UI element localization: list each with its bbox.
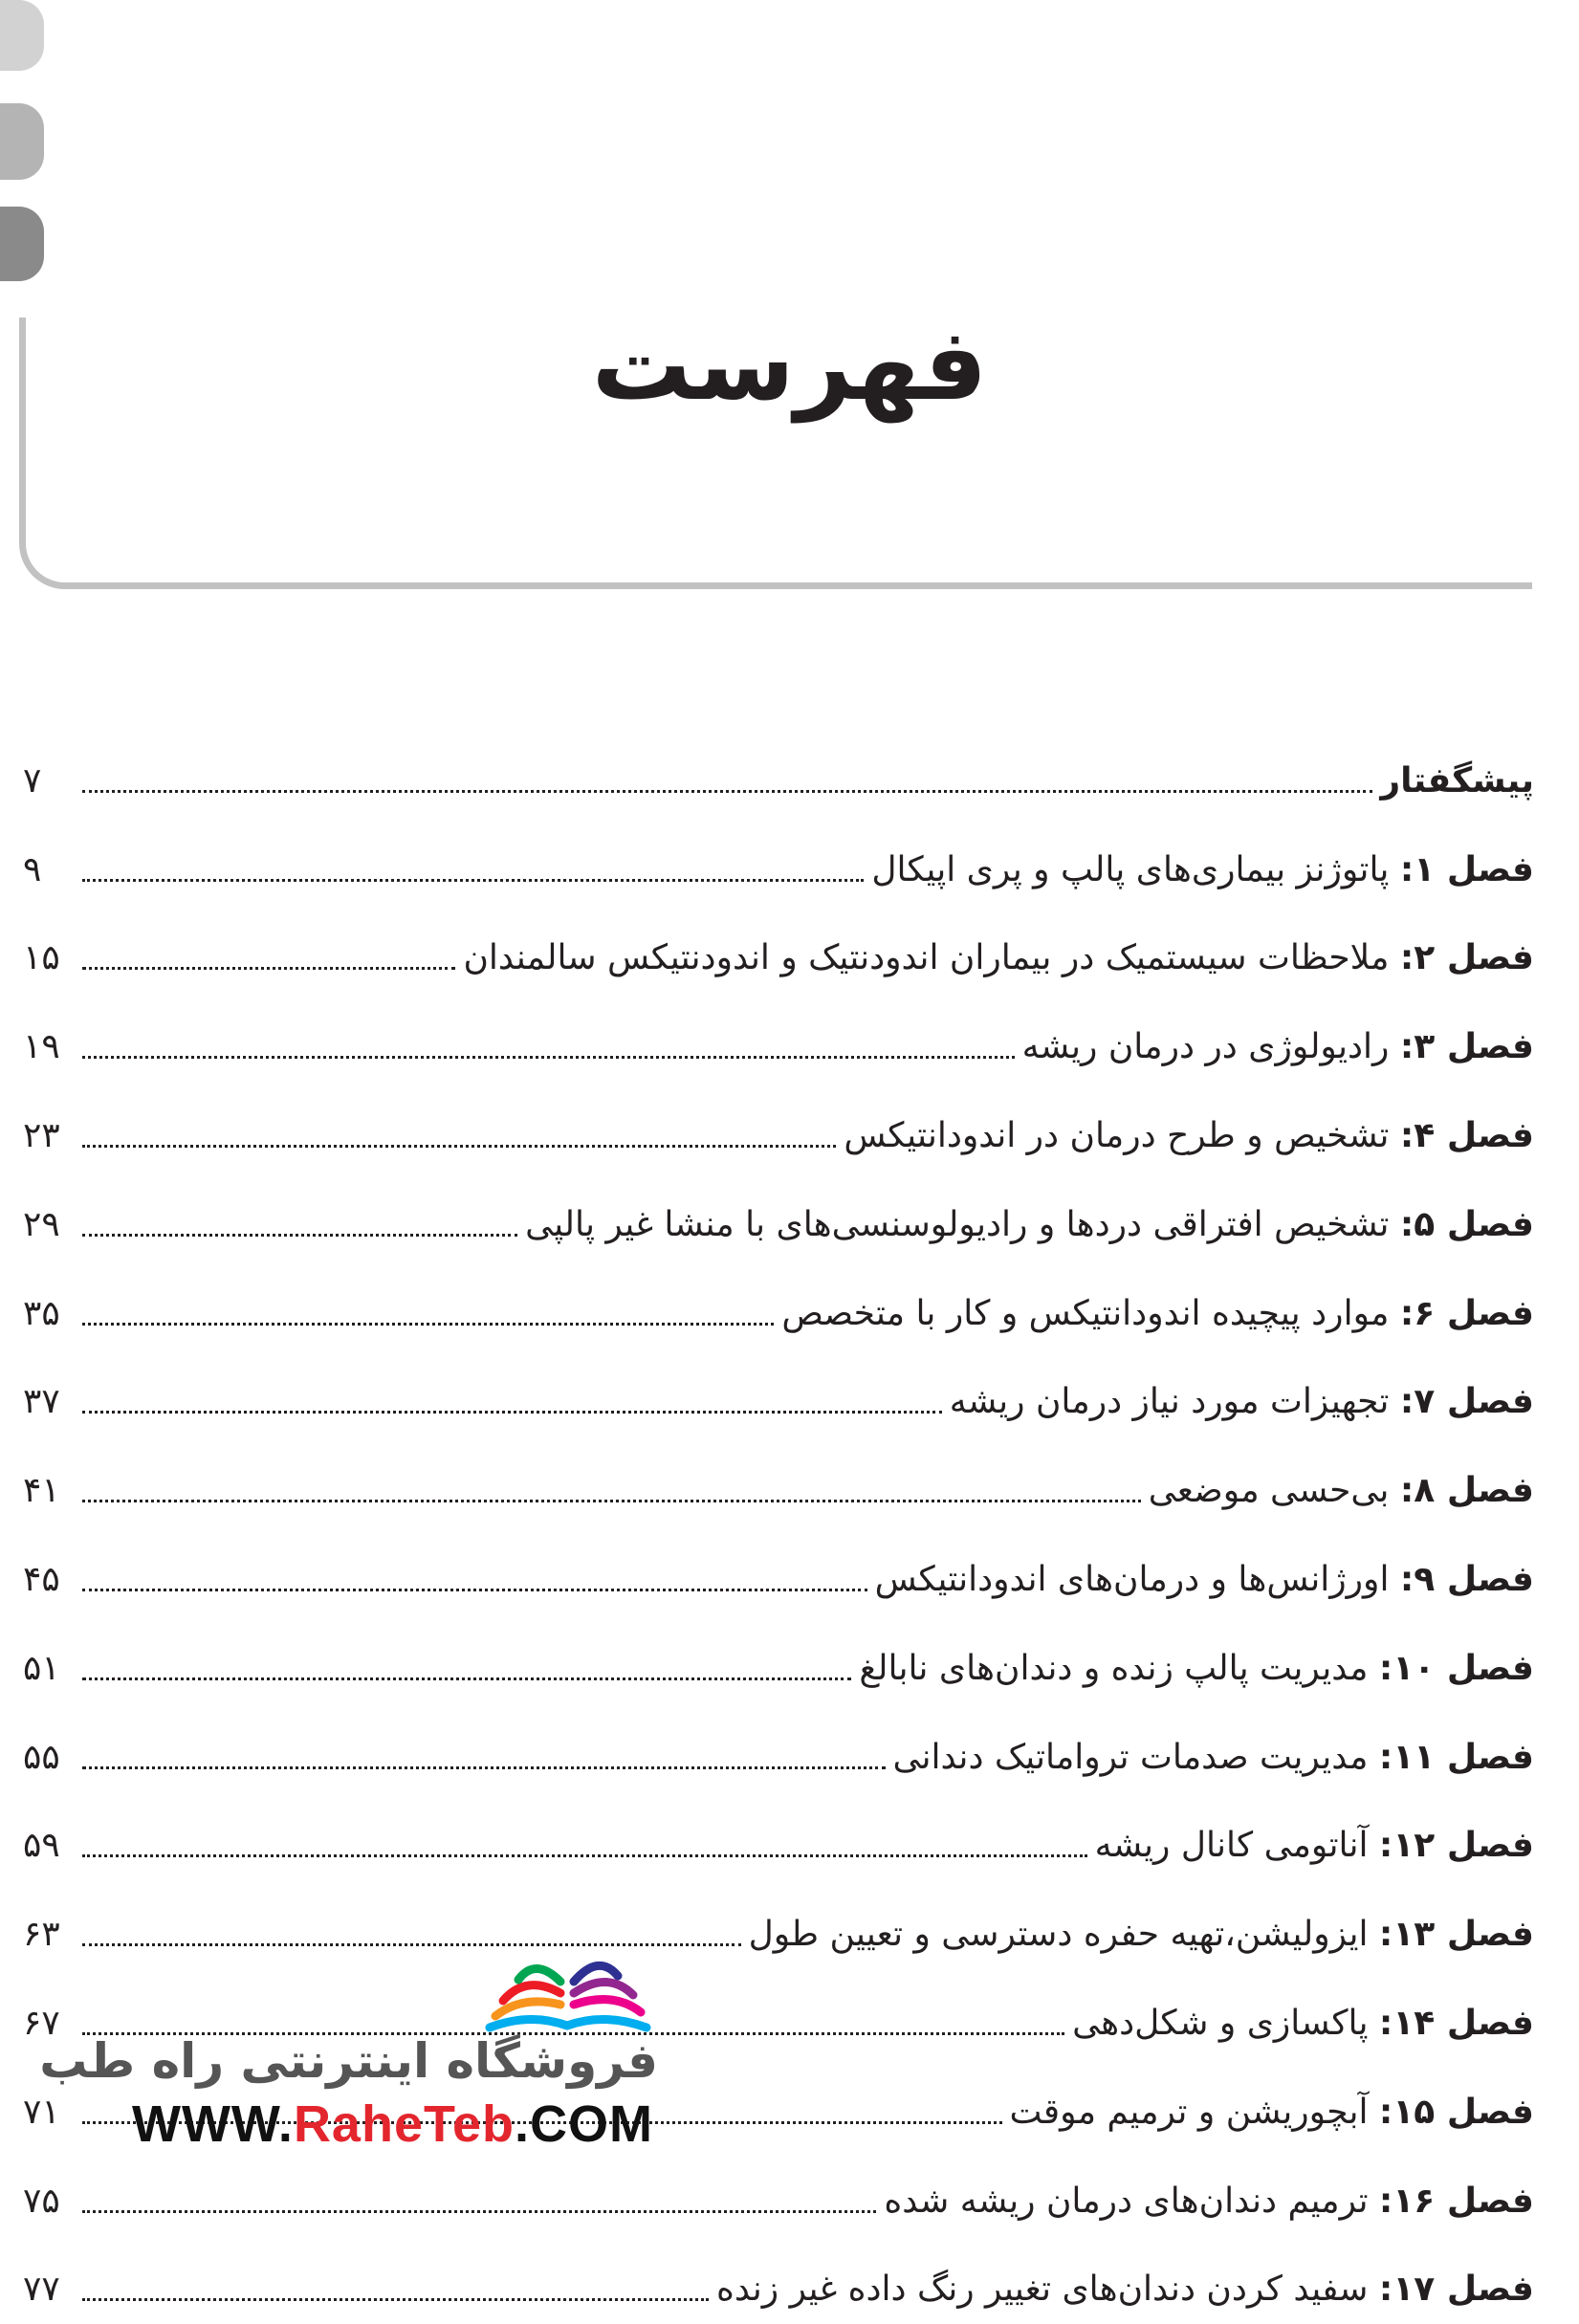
chapter-title: پاکسازی و شکل‌دهی [1072,2003,1379,2043]
dot-leader [82,1145,836,1148]
chapter-label: فصل ۱۰: [1378,1648,1534,1688]
url-suffix: .COM [514,2095,653,2153]
dot-leader [82,1854,1087,1857]
page-number: ۷۵ [23,2181,60,2221]
toc-row [23,1525,1534,1614]
chapter-label: فصل ۱۶: [1378,2181,1534,2221]
chapter-title: ترمیم دندان‌های درمان ریشه شده [884,2181,1379,2221]
dot-leader [82,1500,1141,1502]
page-number: ۷۷ [23,2269,60,2310]
dot-leader [82,879,864,882]
page-number: ۳۵ [23,1293,60,1333]
chapter-label: فصل ۱۲: [1378,1826,1534,1866]
toc-row [23,1703,1534,1792]
toc-row [23,1171,1534,1260]
page-number: ۷۱ [23,2092,60,2132]
chapter-title: پاتوژنز بیماری‌های پالپ و پری اپیکال [871,849,1400,889]
page-number: ۹ [23,849,42,889]
chapter-title: بی‌حسی موضعی [1148,1471,1400,1511]
toc-row [23,727,1534,816]
toc-entry [1010,2092,1534,2134]
page-number: ۵۱ [23,1648,60,1688]
chapter-title: ملاحظات سیستمیک در بیماران اندودنتیک و اندودنتیکس سالمندان [463,938,1400,978]
toc-row [23,993,1534,1082]
chapter-label: فصل ۱: [1399,849,1534,889]
dot-leader [82,1234,517,1237]
chapter-title: مدیریت صدمات ترواماتیک دندانی [892,1737,1379,1777]
chapter-label: فصل ۱۴: [1378,2003,1534,2043]
url-prefix: WWW. [132,2095,294,2153]
toc-row [23,1792,1534,1881]
url-brand: RaheTeb [293,2095,515,2153]
dot-leader [82,1323,774,1326]
chapter-title: آبچوریشن و ترمیم موقت [1009,2092,1379,2132]
chapter-title: تشخیص و طرح درمان در اندودانتیکس [844,1115,1400,1155]
toc-entry [1380,760,1534,802]
page-number: ۴۱ [23,1471,60,1511]
store-url [132,2094,653,2154]
chapter-label: پیشگفتار [1380,760,1534,800]
toc-row [23,1436,1534,1525]
toc-entry [950,1381,1534,1423]
chapter-label: فصل ۵: [1399,1204,1534,1244]
page-number: ۱۹ [23,1027,60,1067]
chapter-label: فصل ۹: [1399,1559,1534,1599]
page-number: ۲۳ [23,1115,60,1155]
toc-entry [1149,1470,1534,1512]
toc-entry [525,1204,1534,1246]
chapter-label: فصل ۷: [1399,1382,1534,1422]
page-number: ۶۳ [23,1915,60,1955]
chapter-label: فصل ۱۵: [1378,2092,1534,2132]
toc-entry [463,937,1534,979]
page-number: ۳۷ [23,1382,60,1422]
page-number: ۵۵ [23,1737,60,1777]
dot-leader [82,967,455,970]
toc-row [23,2236,1534,2324]
page-tab-dark [0,207,44,281]
chapter-title: رادیولوژی در درمان ریشه [1021,1027,1400,1067]
page-number: ۴۵ [23,1559,60,1599]
dot-leader [82,1411,942,1414]
toc-entry [893,1737,1535,1779]
toc-row [23,816,1534,905]
chapter-label: فصل ۳: [1399,1027,1534,1067]
book-rainbow-icon [476,1941,658,2037]
toc-entry [1022,1026,1534,1068]
chapter-label: فصل ۱۱: [1378,1737,1534,1777]
dot-leader [82,2210,876,2213]
chapter-label: فصل ۴: [1399,1115,1534,1155]
chapter-title: ایزولیشن،تهیه حفره دسترسی و تعیین طول [748,1915,1379,1955]
toc-entry [1095,1825,1534,1867]
page-number: ۶۷ [23,2003,60,2043]
chapter-title: آناتومی کانال ریشه [1094,1826,1379,1866]
toc-entry [859,1648,1534,1690]
dot-leader [82,1056,1015,1059]
chapter-title: تجهیزات مورد نیاز درمان ریشه [949,1382,1400,1422]
page-number: ۷ [23,760,42,800]
toc-row [23,905,1534,994]
chapter-title: سفید کردن دندان‌های تغییر رنگ داده غیر زنده [716,2269,1379,2310]
chapter-label: فصل ۱۷: [1378,2269,1534,2310]
chapter-label: فصل ۸: [1399,1471,1534,1511]
dot-leader [82,1766,886,1769]
chapter-label: فصل ۲: [1399,938,1534,978]
dot-leader [82,1589,867,1591]
toc-row [23,1082,1534,1171]
page-title: فهرست [591,306,988,423]
page-number: ۲۹ [23,1204,60,1244]
chapter-title: اورژانس‌ها و درمان‌های اندودانتیکس [874,1559,1400,1599]
toc-entry [749,1914,1534,1956]
chapter-title: موارد پیچیده اندودانتیکس و کار با متخصص [781,1293,1400,1333]
chapter-title: تشخیص افتراقی دردها و رادیولوسنسی‌های با منشا غیر پالپی [525,1204,1400,1244]
dot-leader [82,2298,709,2301]
toc-entry [871,849,1534,891]
page-tab-light [0,0,44,71]
toc-entry [884,2181,1534,2223]
toc-row [23,1260,1534,1348]
toc-row [23,2147,1534,2236]
page-number: ۵۹ [23,1826,60,1866]
page-number: ۱۵ [23,938,60,978]
chapter-label: فصل ۶: [1399,1293,1534,1333]
dot-leader [82,790,1372,793]
toc-entry [844,1115,1534,1157]
toc-entry [1072,2003,1534,2045]
toc-entry [781,1293,1534,1335]
page-tab-medium [0,103,44,180]
toc-row [23,1348,1534,1437]
toc-entry [716,2269,1534,2311]
toc-entry [875,1559,1534,1601]
toc-row [23,1614,1534,1703]
chapter-title: مدیریت پالپ زنده و دندان‌های نابالغ [859,1648,1379,1688]
chapter-label: فصل ۱۳: [1378,1915,1534,1955]
dot-leader [82,1677,851,1680]
store-name: فروشگاه اینترنتی راه طب [39,2033,658,2089]
